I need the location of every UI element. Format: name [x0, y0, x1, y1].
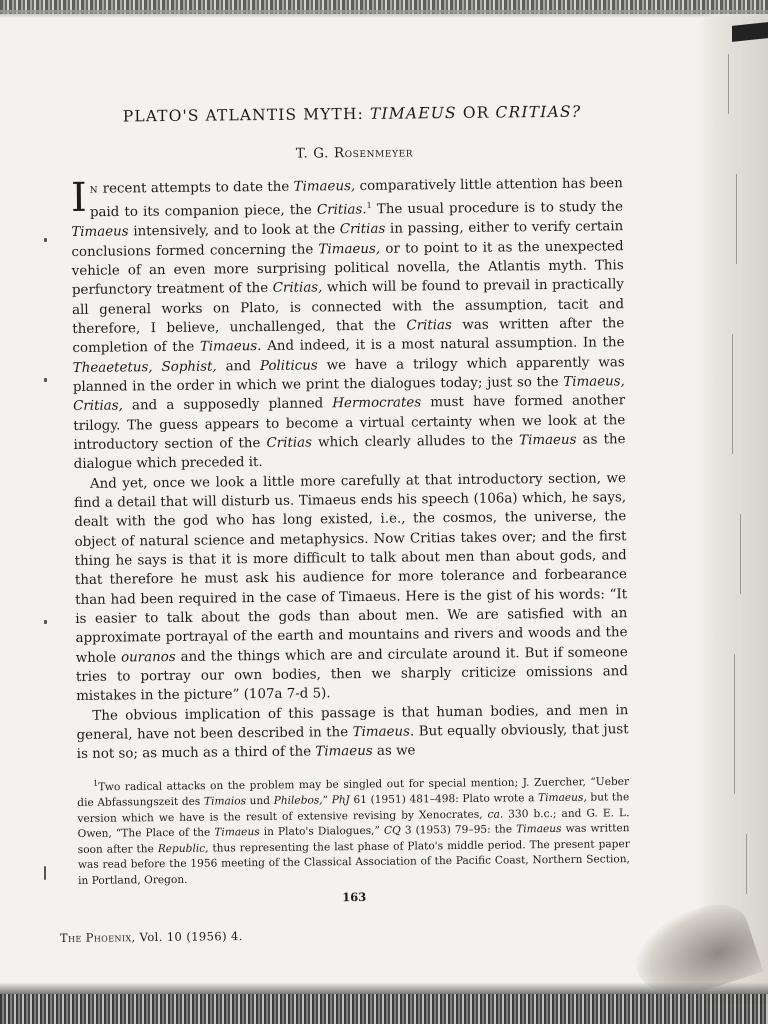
scan-bottom-shadow	[0, 982, 768, 994]
paragraph-3: The obvious implication of this passage is that human bodies, and men in general, have not been described in the Timaeus. But equally obviously, that just is not so; as much as a third of the Timaeus as we	[76, 702, 629, 763]
footnote-1: $^1$Two radical attacks on the problem may be singled out for special mention; J. Zuercher, “Ueber die Abfassungszeit des Timaios und Philebos,” PhJ 61 (1951) 481–498: Plato wrote a Timaeus, but the version which we have is the result of extensive revising by Xenocrates, ca. 330 b.c.; and G. E. L. Owen, “The Place of the Timaeus in Plato's Dialogues,” CQ 3 (1953) 79–95: the Timaeus was written soon after the Republic, thus representing the last phase of Plato's middle period. The present paper was read before the 1956 meeting of the Classical Association of the Pacific Coast, Northern Section, in Portland, Oregon.	[77, 775, 630, 887]
margin-speck	[44, 238, 47, 242]
page-number: 163	[342, 890, 367, 905]
paragraph-2: And yet, once we look a little more carefully at that introductory section, we find a detail that will disturb us. Timaeus ends his speech (106a) which, he says, dealt with the god who has long existed, i.e., the cosmos, the universe, the object of natural science and metaphysics. Now Critias takes over; and the first thing he says is that it is more difficult to talk about men than about gods, and that therefore he must ask his audience for more tolerance and forbearance than had been required in the case of Timaeus. Here is the gist of his words: “It is easier to talk about the gods than about men. We are satisfied with an approximate portrayal of the earth and mountains and rivers and woods and the whole ouranos and the things which are and circulate around it. But if someone tries to portray our own bodies, then we sharply criticize omissions and mistakes in the picture” (107a 7-d 5).	[74, 470, 629, 705]
footnote-ref: 1	[366, 201, 372, 211]
author-line: T. G. Rosenmeyer	[295, 144, 414, 162]
journal-footer: The Phoenix, Vol. 10 (1956) 4.	[59, 929, 243, 945]
article-title: PLATO'S ATLANTIS MYTH: TIMAEUS OR CRITIAS?	[122, 102, 582, 126]
article-body	[71, 174, 629, 765]
scan-bottom-edge	[0, 994, 768, 1024]
article-page	[70, 102, 630, 907]
scan-right-gutter	[698, 14, 768, 1004]
paragraph-1: In recent attempts to date the Timaeus, comparatively little attention has been paid to its companion piece, the Critias.$^1$ The usual procedure is to study the Timaeus intensively, and to look at the Critias in passing, either to verify certain conclusions formed concerning the Timaeus, or to point to it as the unexpected vehicle of an even more surprising political novella, the Atlantis myth. This perfunctory treatment of the Critias, which will be found to prevail in practically all general works on Plato, is connected with the assumption, tacit and therefore, I believe, unchallenged, that the Critias was written after the completion of the Timaeus. And indeed, it is a most natural assumption. In the Theaetetus, Sophist, and Politicus we have a trilogy which apparently was planned in the order in which we print the dialogues today; just so the Timaeus, Critias, and a supposedly planned Hermocrates must have formed another trilogy. The guess appears to become a virtual certainty when we look at the introductory section of the Critias which clearly alludes to the Timaeus as the dialogue which preceded it.	[70, 174, 626, 473]
margin-speck	[44, 620, 47, 624]
drop-cap: I	[70, 174, 87, 221]
margin-speck	[44, 866, 46, 880]
scan-top-shadow	[0, 10, 768, 18]
margin-speck	[44, 378, 47, 382]
